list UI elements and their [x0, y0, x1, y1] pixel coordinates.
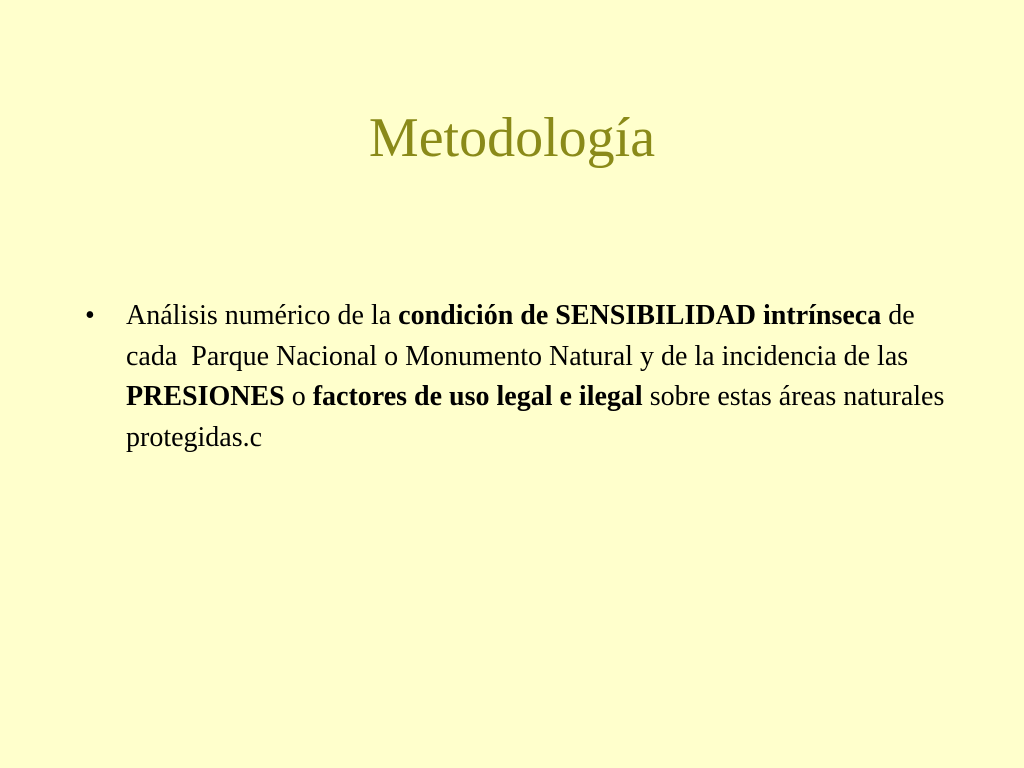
- bullet-list: [85, 296, 955, 458]
- bullet-item: [85, 296, 955, 458]
- bullet-icon: •: [85, 300, 95, 331]
- slide-title: Metodología: [368, 107, 656, 169]
- bullet-text-segment: Análisis numérico de la: [126, 300, 399, 331]
- bullet-text-bold-sensibilidad: condición de SENSIBILIDAD intrínseca: [398, 300, 882, 331]
- bullet-text-segment: o: [284, 381, 313, 412]
- bullet-text-bold-presiones: PRESIONES: [126, 381, 285, 412]
- bullet-text-segment: sobre estas áreas naturales protegidas.c: [126, 381, 945, 453]
- bullet-text-bold-factores: factores de uso legal e ilegal: [312, 381, 643, 412]
- bullet-text-segment: de cada Parque Nacional o Monumento Natural y de la incidencia de las: [126, 300, 922, 372]
